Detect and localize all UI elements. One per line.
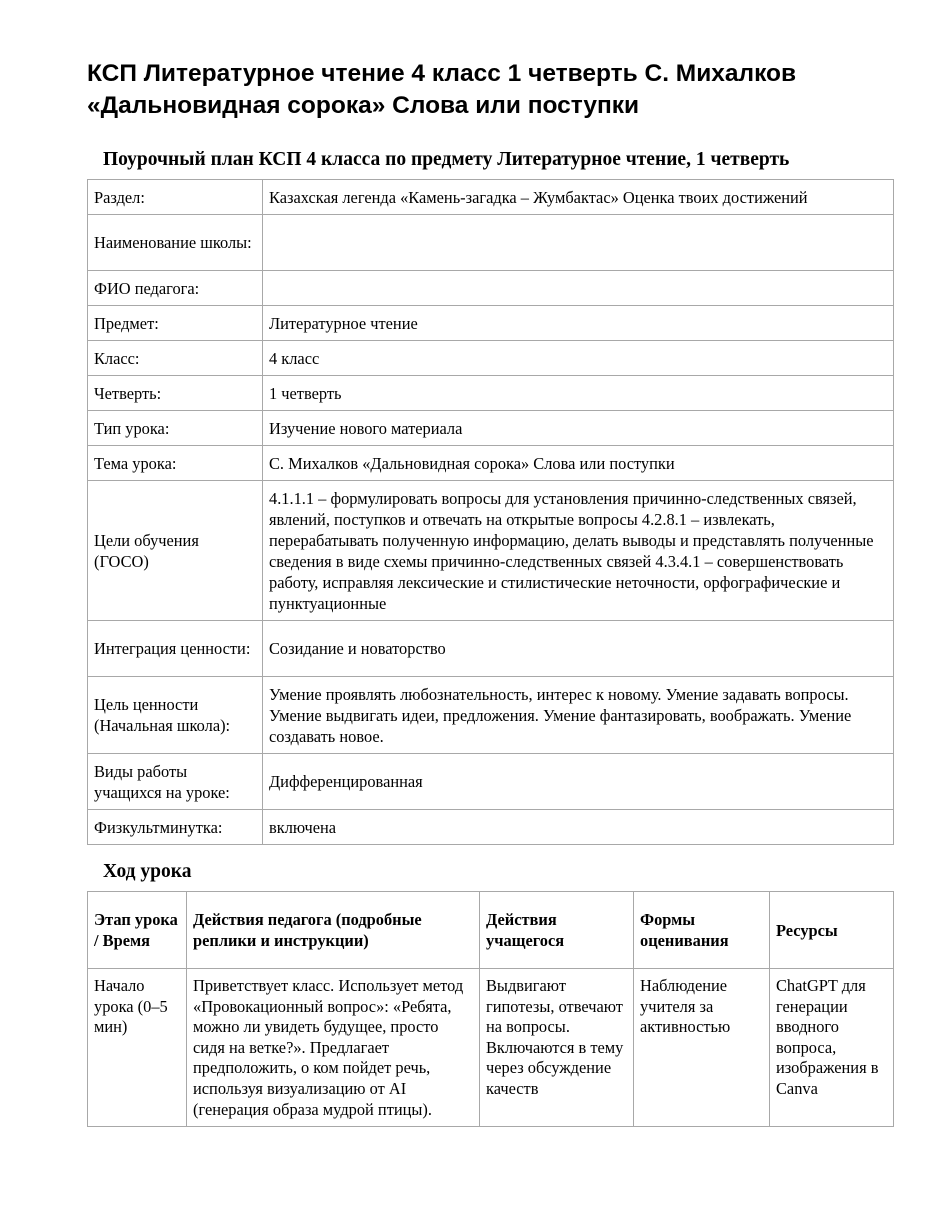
info-row-subject [88,306,894,341]
info-row-school [88,215,894,271]
info-row-teacher [88,271,894,306]
info-label: Четверть: [88,376,263,411]
cell-assessment: Наблюдение учителя за активностью [634,969,770,1127]
header-resources: Ресурсы [770,892,894,969]
course-header-row [88,892,894,969]
course-heading: Ход урока [103,861,192,882]
info-value: 4 класс [263,341,894,376]
info-value: Умение проявлять любознательность, интерес к новому. Умение задавать вопросы. Умение выдвигать идеи, предложения. Умение фантазировать, воображать. Умение создавать новое. [263,677,894,754]
info-label: Цель ценности (Начальная школа): [88,677,263,754]
info-value: Изучение нового материала [263,411,894,446]
info-row-lesson-type [88,411,894,446]
info-value: Созидание и новаторство [263,621,894,677]
info-label: Тема урока: [88,446,263,481]
info-row-section [88,180,894,215]
cell-resources: ChatGPT для генерации вводного вопроса, изображения в Canva [770,969,894,1127]
info-label: Виды работы учащихся на уроке: [88,754,263,810]
info-label: Тип урока: [88,411,263,446]
info-label: Интеграция ценности: [88,621,263,677]
header-student-actions: Действия учащегося [480,892,634,969]
info-value: Дифференцированная [263,754,894,810]
info-row-work-types [88,754,894,810]
info-value: С. Михалков «Дальновидная сорока» Слова или поступки [263,446,894,481]
info-row-value-integration [88,621,894,677]
info-value [263,271,894,306]
info-label: Наименование школы: [88,215,263,271]
header-teacher-actions: Действия педагога (подробные реплики и инструкции) [187,892,480,969]
info-row-pe-break [88,810,894,845]
lesson-info-table [87,179,894,845]
info-value: 1 четверть [263,376,894,411]
info-value: Литературное чтение [263,306,894,341]
document-title: КСП Литературное чтение 4 класс 1 четверть С. Михалков «Дальновидная сорока» Слова или поступки [87,60,797,119]
info-label: Цели обучения (ГОСО) [88,481,263,621]
info-row-grade [88,341,894,376]
table-row [88,969,894,1127]
info-row-topic [88,446,894,481]
plan-heading: Поурочный план КСП 4 класса по предмету Литературное чтение, 1 четверть [103,149,790,170]
info-value: 4.1.1.1 – формулировать вопросы для установления причинно-следственных связей, явлений, поступков и отвечать на открытые вопросы 4.2.8.1 – извлекать, перерабатывать полученную информацию, делать выводы и представлять полученные сведения в виде схемы причинно-следственных связей 4.3.4.1 – совершенствовать работу, исправляя лексические и стилистические неточности, орфографические и пунктуационные [263,481,894,621]
header-stage: Этап урока / Время [88,892,187,969]
cell-student-actions: Выдвигают гипотезы, отвечают на вопросы. Включаются в тему через обсуждение качеств [480,969,634,1127]
info-label: Раздел: [88,180,263,215]
info-label: Физкультминутка: [88,810,263,845]
cell-stage: Начало урока (0–5 мин) [88,969,187,1127]
info-row-learning-goals [88,481,894,621]
info-value: включена [263,810,894,845]
info-label: Класс: [88,341,263,376]
lesson-course-table [87,891,894,1127]
info-value [263,215,894,271]
info-label: ФИО педагога: [88,271,263,306]
info-value: Казахская легенда «Камень-загадка – Жумбактас» Оценка твоих достижений [263,180,894,215]
header-assessment: Формы оценивания [634,892,770,969]
cell-teacher-actions: Приветствует класс. Использует метод «Провокационный вопрос»: «Ребята, можно ли увидеть будущее, просто сидя на ветке?». Предлагает предположить, о ком пойдет речь, используя визуализацию от AI (генерация образа мудрой птицы). [187,969,480,1127]
info-row-value-goal [88,677,894,754]
info-row-quarter [88,376,894,411]
info-label: Предмет: [88,306,263,341]
